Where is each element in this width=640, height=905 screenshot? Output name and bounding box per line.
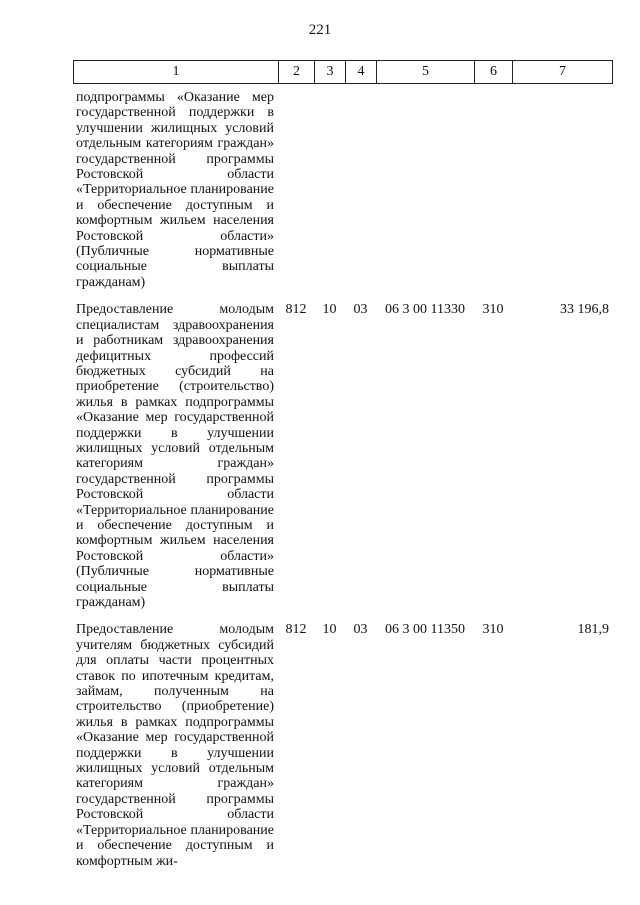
row-amount: 33 196,8: [560, 302, 609, 318]
row-code-812: 812: [285, 622, 307, 638]
row-target-code: 06 3 00 11330: [385, 302, 465, 318]
row-amount: 181,9: [577, 622, 609, 638]
row-section: 10: [322, 622, 337, 638]
row-subsection: 03: [353, 622, 368, 638]
row-subsection: 03: [353, 302, 368, 318]
column-header-4: 4: [346, 61, 377, 84]
row-section: 10: [322, 302, 337, 318]
column-header-2: 2: [279, 61, 315, 84]
table-row: [0, 90, 640, 290]
column-header-1: 1: [74, 61, 279, 84]
column-header-row: [74, 61, 613, 84]
row-description: подпрограммы «Оказание мер государственной поддержки в улучшении жилищных условий отдельным категориям граждан» государственной программы Ростовской области «Территориальное планирование и обеспечение доступным и комфортным жильем населения Ростовской области» (Публичные нормативные социальные выплаты гражданам): [76, 90, 274, 290]
column-header-6: 6: [475, 61, 513, 84]
row-description: Предоставление молодым специалистам здравоохранения и работникам здравоохранения дефицитных профессий бюджетных субсидий на приобретение (строительство) жилья в рамках подпрограммы «Оказание мер государственной поддержки в улучшении жилищных условий отдельным категориям граждан» государственной программы Ростовской области «Территориальное планирование и обеспечение доступным и комфортным жильем населения Ростовской области» (Публичные нормативные социальные выплаты гражданам): [76, 302, 274, 610]
column-header-5: 5: [377, 61, 475, 84]
row-target-code: 06 3 00 11350: [385, 622, 465, 638]
row-expense-type: 310: [482, 302, 504, 318]
column-header-3: 3: [315, 61, 346, 84]
row-description: Предоставление молодым учителям бюджетных субсидий для оплаты части процентных ставок по ипотечным кредитам, займам, полученным на строительство (приобретение) жилья в рамках подпрограммы «Оказание мер государственной поддержки в улучшении жилищных условий отдельным категориям граждан» государственной программы Ростовской области «Территориальное планирование и обеспечение доступным и комфортным жи-: [76, 622, 274, 869]
row-expense-type: 310: [482, 622, 504, 638]
table-row: [0, 622, 640, 869]
table-body: [0, 90, 640, 869]
column-header-table: [73, 60, 613, 84]
row-code-812: 812: [285, 302, 307, 318]
page-number: 221: [308, 22, 332, 38]
table-row: [0, 302, 640, 610]
column-header-7: 7: [513, 61, 613, 84]
